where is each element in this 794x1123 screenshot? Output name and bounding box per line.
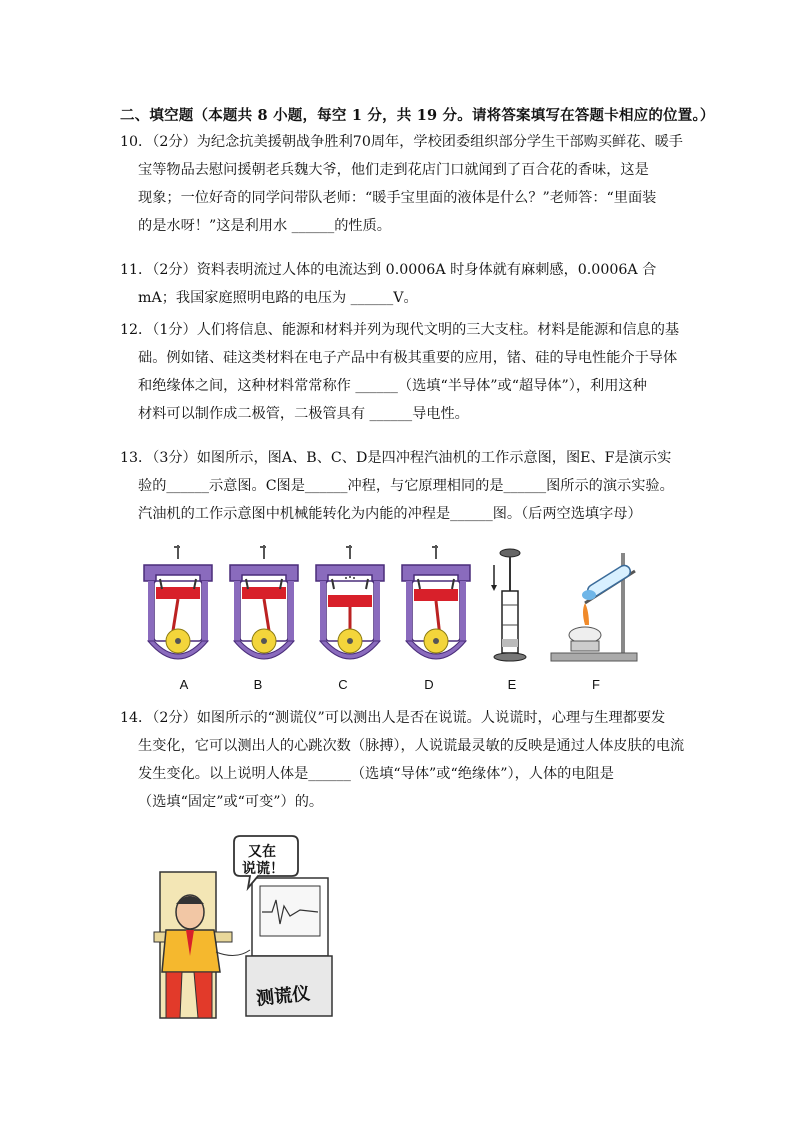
lie-detector-cartoon bbox=[150, 832, 338, 1022]
q10-line-3: 现象；一位好奇的同学问带队老师：“暖手宝里面的液体是什么？”老师答：“里面装 bbox=[138, 190, 657, 206]
figure-label-a: A bbox=[179, 677, 189, 692]
q13-line-3: 汽油机的工作示意图中机械能转化为内能的冲程是______图。（后两空选填字母） bbox=[138, 506, 642, 522]
q14-line-3: 发生变化。以上说明人体是______（选填“导体”或“绝缘体”），人体的电阻是 bbox=[138, 766, 614, 782]
q14-line-4: （选填“固定”或“可变”）的。 bbox=[138, 794, 324, 810]
figure-label-c: C bbox=[338, 677, 348, 692]
figure-label-e: E bbox=[507, 677, 517, 692]
question-14 bbox=[120, 704, 685, 816]
figure-label-d: D bbox=[424, 677, 434, 692]
q11-line-2: mA；我国家庭照明电路的电压为 ______V。 bbox=[138, 290, 418, 306]
speech-bubble-line-2: 说谎！ bbox=[242, 861, 284, 877]
figure-label-b: B bbox=[253, 677, 263, 692]
q12-line-4: 材料可以制作成二极管，二极管具有 ______导电性。 bbox=[138, 406, 469, 422]
engine-diagram-c bbox=[312, 545, 388, 670]
q10-line-2: 宝等物品去慰问援朝老兵魏大爷，他们走到花店门口就闻到了百合花的香味，这是 bbox=[138, 162, 649, 178]
speech-bubble-line-1: 又在 bbox=[248, 844, 276, 860]
engine-diagram-b bbox=[226, 545, 302, 670]
experiment-e-compression-tube bbox=[488, 545, 528, 670]
section-title: 二、填空题（本题共 8 小题，每空 1 分，共 19 分。请将答案填写在答题卡相应的位置。） bbox=[120, 107, 715, 124]
engine-diagram-d bbox=[398, 545, 474, 670]
q12-line-1: 12．（1分）人们将信息、能源和材料并列为现代文明的三大支柱。材料是能源和信息的基 bbox=[120, 322, 680, 338]
question-11 bbox=[120, 256, 680, 312]
q10-line-4: 的是水呀！”这是利用水 ______的性质。 bbox=[138, 218, 391, 234]
q13-line-2: 验的______示意图。C图是______冲程，与它原理相同的是______图所示的演示实验。 bbox=[138, 478, 674, 494]
q14-line-2: 生变化，它可以测出人的心跳次数（脉搏），人说谎最灵敏的反映是通过人体皮肤的电流 bbox=[138, 738, 685, 754]
lie-detector-label: 测谎仪 bbox=[255, 983, 312, 1010]
question-12 bbox=[120, 316, 680, 428]
question-10 bbox=[120, 128, 683, 240]
question-13 bbox=[120, 444, 680, 528]
experiment-f-test-tube-heating bbox=[545, 545, 645, 670]
q11-line-1: 11．（2分）资料表明流过人体的电流达到 0.0006A 时身体就有麻刺感，0.0006A 合 bbox=[120, 262, 657, 278]
q13-line-1: 13．（3分）如图所示，图A、B、C、D是四冲程汽油机的工作示意图，图E、F是演示实 bbox=[120, 450, 672, 466]
q12-line-2: 础。例如锗、硅这类材料在电子产品中有极其重要的应用，锗、硅的导电性能介于导体 bbox=[138, 350, 678, 366]
q12-line-3: 和绝缘体之间，这种材料常常称作 ______（选填“半导体”或“超导体”），利用这种 bbox=[138, 378, 647, 394]
q10-line-1: 10．（2分）为纪念抗美援朝战争胜利70周年，学校团委组织部分学生干部购买鲜花、暖手 bbox=[120, 134, 683, 150]
figure-label-f: F bbox=[592, 677, 600, 692]
engine-diagram-a bbox=[140, 545, 216, 670]
engine-figure-row bbox=[140, 545, 660, 695]
q14-line-1: 14．（2分）如图所示的“测谎仪”可以测出人是否在说谎。人说谎时，心理与生理都要发 bbox=[120, 710, 666, 726]
